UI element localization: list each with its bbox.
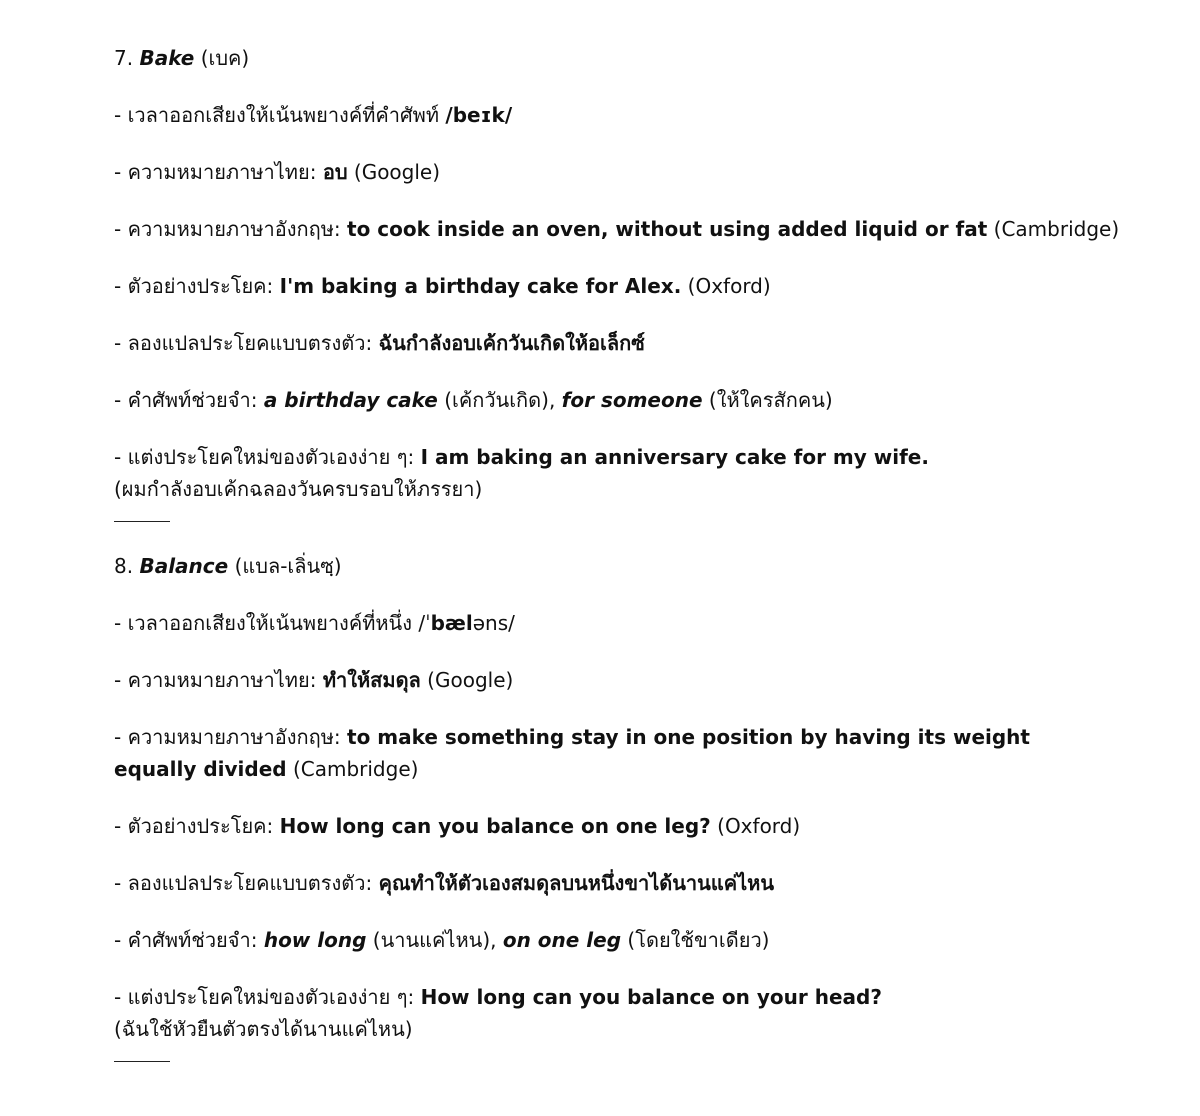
own-sentence-label: - แต่งประโยคใหม่ของตัวเองง่าย ๆ:: [114, 985, 415, 1009]
example-line: [114, 810, 1114, 842]
own-sentence-line: [114, 981, 1114, 1013]
vocab-hint-2: for someone: [561, 388, 703, 412]
own-sentence-translation: (ฉันใช้หัวยืนตัวตรงได้นานแค่ไหน): [114, 1017, 413, 1041]
pronunciation-line: [114, 607, 1114, 639]
pronunciation-label: - เวลาออกเสียงให้เน้นพยางค์ที่หนึ่ง: [114, 611, 412, 635]
english-meaning-line: [114, 721, 1114, 785]
document: [114, 42, 1120, 1062]
vocab-hint-label: - คำศัพท์ช่วยจำ:: [114, 388, 258, 412]
example-line: [114, 270, 1114, 302]
translation-line: [114, 867, 1114, 899]
english-meaning-label: - ความหมายภาษาอังกฤษ:: [114, 217, 341, 241]
english-meaning: to make something stay in one position by having its weight equally divided: [114, 725, 1030, 781]
translation: ฉันกำลังอบเค้กวันเกิดให้อเล็กซ์: [378, 331, 645, 355]
example-label: - ตัวอย่างประโยค:: [114, 274, 274, 298]
english-meaning-label: - ความหมายภาษาอังกฤษ:: [114, 725, 341, 749]
translation-line: [114, 327, 1114, 359]
vocab-entry-bake: [114, 42, 1120, 522]
own-sentence-line: [114, 441, 1114, 473]
pronunciation-ipa-stressed: bæl: [430, 611, 473, 635]
pronunciation-ipa: /beɪk/: [445, 103, 513, 127]
example-source: (Oxford): [687, 274, 771, 298]
thai-meaning-label: - ความหมายภาษาไทย:: [114, 160, 317, 184]
vocab-hint-1-thai: (นานแค่ไหน),: [372, 928, 497, 952]
example-sentence: I'm baking a birthday cake for Alex.: [279, 274, 682, 298]
translation-label: - ลองแปลประโยคแบบตรงตัว:: [114, 331, 373, 355]
example-label: - ตัวอย่างประโยค:: [114, 814, 274, 838]
pronunciation-ipa: [418, 611, 515, 635]
thai-meaning-line: [114, 156, 1114, 188]
pronunciation-ipa-prefix: /ˈ: [418, 611, 431, 635]
pronunciation-line: [114, 99, 1114, 131]
entry-heading: [114, 550, 1114, 582]
example-sentence: How long can you balance on one leg?: [279, 814, 711, 838]
english-meaning-line: [114, 213, 1120, 245]
vocab-hint-2-thai: (ให้ใครสักคน): [708, 388, 833, 412]
entry-heading: [114, 42, 1114, 74]
entry-number: 7.: [114, 46, 134, 70]
thai-meaning-source: (Google): [427, 668, 514, 692]
translation-label: - ลองแปลประโยคแบบตรงตัว:: [114, 871, 373, 895]
entry-thai-reading: (แบล-เลิ่นซฺ): [234, 554, 342, 578]
thai-meaning-source: (Google): [353, 160, 441, 184]
vocab-entry-balance: [114, 550, 1114, 1062]
english-meaning-source: (Cambridge): [993, 217, 1120, 241]
entry-number: 8.: [114, 554, 134, 578]
entry-thai-reading: (เบค): [200, 46, 250, 70]
entry-word: Bake: [139, 46, 195, 70]
english-meaning-source: (Cambridge): [292, 757, 419, 781]
separator-rule: [114, 1061, 170, 1062]
vocab-hint-2: on one leg: [502, 928, 622, 952]
thai-meaning: ทำให้สมดุล: [322, 668, 421, 692]
own-sentence: I am baking an anniversary cake for my wife.: [420, 445, 929, 469]
thai-meaning-label: - ความหมายภาษาไทย:: [114, 668, 317, 692]
own-sentence: How long can you balance on your head?: [420, 985, 882, 1009]
own-sentence-label: - แต่งประโยคใหม่ของตัวเองง่าย ๆ:: [114, 445, 415, 469]
english-meaning: to cook inside an oven, without using added liquid or fat: [347, 217, 988, 241]
thai-meaning: อบ: [322, 160, 348, 184]
vocab-hint-2-thai: (โดยใช้ขาเดียว): [627, 928, 770, 952]
pronunciation-label: - เวลาออกเสียงให้เน้นพยางค์ที่คำศัพท์: [114, 103, 440, 127]
example-source: (Oxford): [717, 814, 801, 838]
thai-meaning-line: [114, 664, 1114, 696]
separator-rule: [114, 521, 170, 522]
vocab-hint-1: how long: [263, 928, 367, 952]
pronunciation-ipa-suffix: əns/: [472, 611, 515, 635]
vocab-hint-line: [114, 924, 1114, 956]
vocab-hint-1-thai: (เค้กวันเกิด),: [444, 388, 556, 412]
vocab-hint-label: - คำศัพท์ช่วยจำ:: [114, 928, 258, 952]
translation: คุณทำให้ตัวเองสมดุลบนหนึ่งขาได้นานแค่ไหน: [378, 871, 775, 895]
vocab-hint-1: a birthday cake: [263, 388, 438, 412]
own-sentence-translation: (ผมกำลังอบเค้กฉลองวันครบรอบให้ภรรยา): [114, 477, 483, 501]
entry-word: Balance: [139, 554, 229, 578]
vocab-hint-line: [114, 384, 1114, 416]
